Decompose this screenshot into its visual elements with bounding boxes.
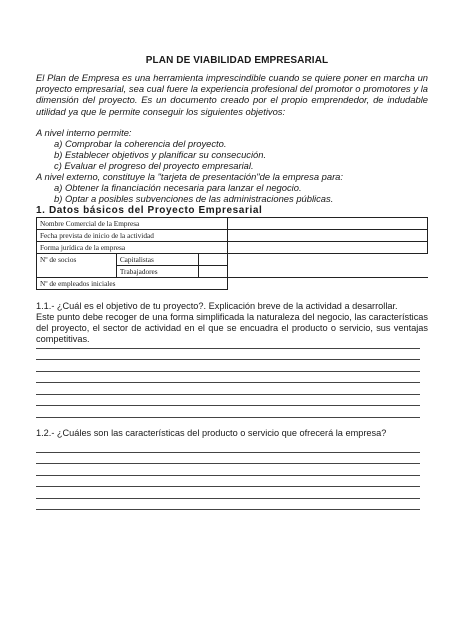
external-heading: A nivel externo, constituye la "tarjeta de presentación"de la empresa para: bbox=[36, 171, 344, 182]
answer-line[interactable] bbox=[36, 349, 420, 361]
label-fecha-inicio: Fecha prevista de inicio de la actividad bbox=[37, 230, 228, 242]
label-nombre-comercial: Nombre Comercial de la Empresa bbox=[37, 218, 228, 230]
answer-line[interactable] bbox=[36, 441, 420, 453]
answer-line[interactable] bbox=[36, 372, 420, 384]
question-1-1-explanation: Este punto debe recoger de una forma simplificada la naturaleza del negocio, las características del proyecto, el sector de actividad en el que se encuadra el producto o servicio, sus ventajas competitivas. bbox=[36, 312, 428, 344]
internal-heading: A nivel interno permite: bbox=[36, 127, 132, 138]
internal-item: c) Evaluar el progreso del proyecto empresarial. bbox=[54, 160, 254, 171]
table-row bbox=[37, 242, 428, 254]
label-forma-juridica: Forma jurídica de la empresa bbox=[37, 242, 228, 254]
internal-item: b) Establecer objetivos y planificar su consecución. bbox=[54, 149, 267, 160]
value-trabajadores[interactable] bbox=[198, 266, 227, 278]
section-number: 1. bbox=[36, 205, 46, 216]
section-1-heading bbox=[36, 205, 262, 216]
table-row bbox=[37, 254, 428, 266]
question-1-1: 1.1.- ¿Cuál es el objetivo de tu proyecto?. Explicación breve de la actividad a desarrollar. bbox=[36, 301, 398, 311]
answer-line[interactable] bbox=[36, 360, 420, 372]
table-row bbox=[37, 230, 428, 242]
label-capitalistas: Capitalistas bbox=[116, 254, 198, 266]
value-fecha-inicio[interactable] bbox=[227, 230, 427, 242]
value-empleados-iniciales[interactable] bbox=[227, 278, 427, 290]
value-forma-juridica[interactable] bbox=[227, 242, 427, 254]
value-nombre-comercial[interactable] bbox=[227, 218, 427, 230]
label-trabajadores: Trabajadores bbox=[116, 266, 198, 278]
answer-line[interactable] bbox=[36, 383, 420, 395]
table-row bbox=[37, 278, 428, 290]
label-num-socios: Nº de socios bbox=[37, 254, 117, 278]
section-title: Datos básicos del Proyecto Empresarial bbox=[48, 205, 263, 216]
table-row bbox=[37, 218, 428, 230]
question-1-2: 1.2.- ¿Cuáles son las características del producto o servicio que ofrecerá la empresa? bbox=[36, 428, 387, 438]
answer-line[interactable] bbox=[36, 406, 420, 418]
external-item: a) Obtener la financiación necesaria para lanzar el negocio. bbox=[54, 182, 302, 193]
basic-data-table bbox=[36, 217, 428, 290]
internal-objectives bbox=[36, 127, 436, 204]
answer-line[interactable] bbox=[36, 487, 420, 499]
empty-cell bbox=[227, 266, 427, 278]
answer-line[interactable] bbox=[36, 337, 420, 349]
answer-lines-1-2[interactable] bbox=[36, 441, 420, 510]
answer-line[interactable] bbox=[36, 464, 420, 476]
internal-item: a) Comprobar la coherencia del proyecto. bbox=[54, 138, 227, 149]
answer-line[interactable] bbox=[36, 453, 420, 465]
document-title: PLAN DE VIABILIDAD EMPRESARIAL bbox=[145, 55, 329, 66]
answer-line[interactable] bbox=[36, 476, 420, 488]
answer-line[interactable] bbox=[36, 499, 420, 511]
label-empleados-iniciales: Nº de empleados iniciales bbox=[37, 278, 228, 290]
external-item: b) Optar a posibles subvenciones de las administraciones públicas. bbox=[54, 193, 334, 204]
answer-line[interactable] bbox=[36, 395, 420, 407]
value-capitalistas[interactable] bbox=[198, 254, 227, 266]
intro-paragraph: El Plan de Empresa es una herramienta imprescindible cuando se quiere poner en marcha un proyecto empresarial, sea cual fuere la experiencia profesional del promotor o promotores y la dimensión del proyecto. Es un documento creado por el propio emprendedor, de indudable utilidad ya que le permite conseguir los siguientes objetivos: bbox=[36, 72, 428, 117]
empty-cell bbox=[227, 254, 427, 266]
answer-lines-1-1[interactable] bbox=[36, 337, 420, 418]
